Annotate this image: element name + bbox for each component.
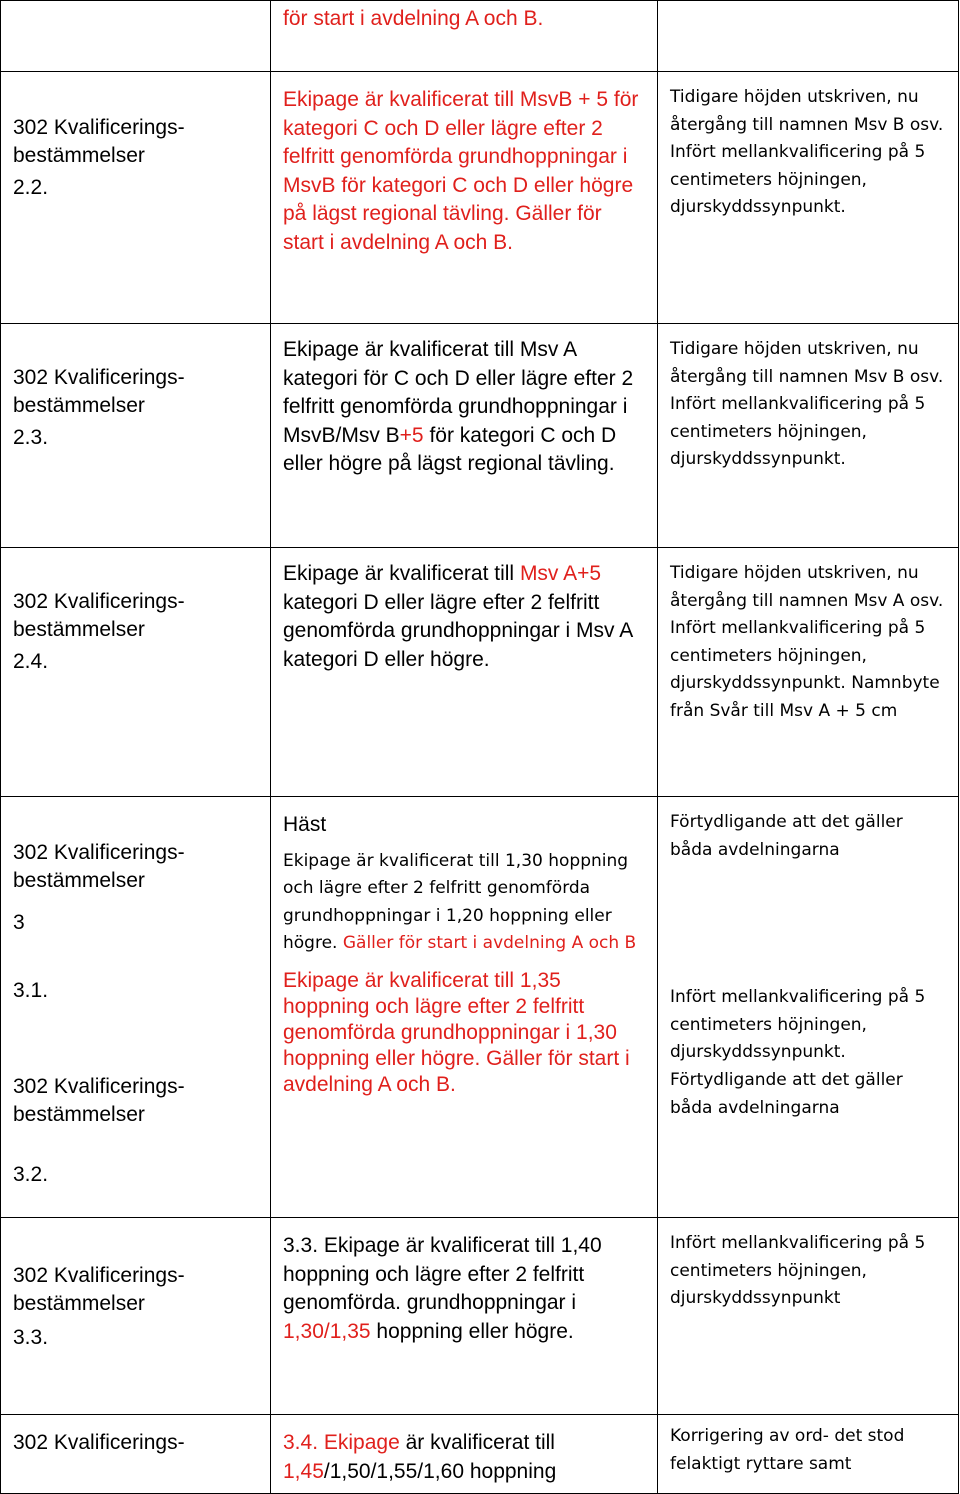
note-cell — [658, 548, 959, 797]
condition-cell — [271, 548, 658, 797]
condition-text: för start i avdelning A och B. — [283, 7, 544, 30]
note-cell — [658, 72, 959, 324]
condition-cell — [271, 1415, 658, 1494]
rule-label: 302 Kvalificerings- bestämmelser — [13, 590, 185, 641]
rule-label: 302 Kvalificerings- bestämmelser — [13, 1075, 185, 1126]
condition-highlight: 3.4. Ekipage — [283, 1431, 400, 1454]
condition-text-tail: hoppning eller högre. — [370, 1319, 574, 1343]
table-row — [1, 1218, 959, 1415]
condition-highlight: Msv A+5 — [519, 562, 602, 585]
rule-label: 302 Kvalificerings- bestämmelser — [13, 116, 185, 167]
condition-cell — [271, 324, 658, 548]
table-row — [1, 324, 959, 548]
rule-label-cell — [1, 1415, 271, 1494]
table-row — [1, 548, 959, 797]
rule-number: 3 — [13, 911, 25, 934]
note-text: Tidigare höjden utskriven, nu återgång till namnen Msv B osv. Infört mellankvalificering på 5 centimeters höjningen, djurskyddssynpunkt. — [670, 339, 944, 470]
rule-number: 3.3. — [13, 1326, 49, 1349]
condition-cell — [271, 1, 658, 72]
rule-label-cell — [1, 72, 271, 324]
note-text: Korrigering av ord- det stod felaktigt ryttare samt — [670, 1426, 905, 1474]
table-row — [1, 72, 959, 324]
note-cell — [658, 797, 959, 1218]
condition-text: 3.3. Ekipage är kvalificerat till 1,40 hoppning och lägre efter 2 felfritt genomförda. grundhoppningar i — [283, 1234, 602, 1314]
condition-text: Ekipage är kvalificerat till 1,30 hoppning och lägre efter 2 felfritt genomförda grundhoppningar i 1,20 hoppning eller högre. — [283, 850, 629, 953]
note-cell — [658, 1, 959, 72]
note-text: Tidigare höjden utskriven, nu återgång till namnen Msv B osv. Infört mellankvalificering på 5 centimeters höjningen, djurskyddssynpunkt. — [670, 87, 944, 218]
condition-text-tail: kategori D eller lägre efter 2 felfritt genomförda grundhoppningar i Msv A kategori D eller högre. — [283, 590, 633, 671]
rule-number: 2.4. — [13, 650, 49, 673]
note-text: Tidigare höjden utskriven, nu återgång till namnen Msv A osv. Infört mellankvalificering på 5 centimeters höjningen, djurskyddssynpunkt. Namnbyte från Svår till Msv A + 5 cm — [670, 563, 944, 721]
note-cell — [658, 1415, 959, 1494]
note-cell — [658, 1218, 959, 1415]
rule-label: 302 Kvalificerings- bestämmelser — [13, 1264, 185, 1315]
condition-cell — [271, 797, 658, 1218]
table-row — [1, 1, 959, 72]
rule-label-cell — [1, 548, 271, 797]
rule-number: 3.2. — [13, 1163, 49, 1186]
condition-text: Ekipage är kvalificerat till — [283, 562, 520, 585]
condition-text: Ekipage är kvalificerat till Msv A kategori för C och D eller lägre efter 2 felfritt genomförda grundhoppningar i MsvB/Msv B — [283, 338, 634, 447]
condition-cell — [271, 72, 658, 324]
condition-highlight: Gäller för start i avdelning A och B — [337, 933, 637, 953]
condition-text-tail: för kategori C och D eller högre på lägst regional tävling. — [283, 423, 617, 475]
condition-highlight: 1,45 — [283, 1459, 324, 1483]
rule-label: 302 Kvalificerings- — [13, 1431, 185, 1454]
table-row — [1, 797, 959, 1218]
rule-label: 302 Kvalificerings- bestämmelser — [13, 366, 185, 417]
rule-label-cell — [1, 324, 271, 548]
note-cell — [658, 324, 959, 548]
condition-text: Ekipage är kvalificerat till MsvB + 5 för kategori C och D eller lägre efter 2 felfritt genomförda grundhoppningar i MsvB för kategori C och D eller högre på lägst regional tävling. Gäller för start i avdelning A och B. — [283, 88, 639, 254]
condition-highlight: +5 — [399, 423, 424, 447]
rule-label: 302 Kvalificerings- bestämmelser — [13, 841, 185, 892]
condition-text: är kvalificerat till — [399, 1431, 555, 1454]
rule-label-cell — [1, 797, 271, 1218]
rule-number: 2.3. — [13, 426, 49, 449]
condition-text: Ekipage är kvalificerat till 1,35 hoppning och lägre efter 2 felfritt genomförda grundhoppningar i 1,30 hoppning eller högre. Gäller för start i avdelning A och B. — [283, 968, 630, 1096]
condition-highlight: 1,30/1,35 — [283, 1319, 371, 1343]
table-row — [1, 1415, 959, 1494]
rule-label-cell — [1, 1, 271, 72]
note-text: Förtydligande att det gäller båda avdelningarna — [670, 812, 903, 860]
rule-number: 2.2. — [13, 176, 49, 199]
note-text: Infört mellankvalificering på 5 centimeters höjningen, djurskyddssynpunkt. Förtydligande att det gäller båda avdelningarna — [670, 987, 926, 1118]
condition-cell — [271, 1218, 658, 1415]
rule-number: 3.1. — [13, 979, 49, 1002]
note-text: Infört mellankvalificering på 5 centimeters höjningen, djurskyddssynpunkt — [670, 1233, 926, 1309]
rule-label-cell — [1, 1218, 271, 1415]
condition-heading: Häst — [283, 813, 327, 836]
condition-text-tail: /1,50/1,55/1,60 hoppning — [323, 1459, 557, 1483]
